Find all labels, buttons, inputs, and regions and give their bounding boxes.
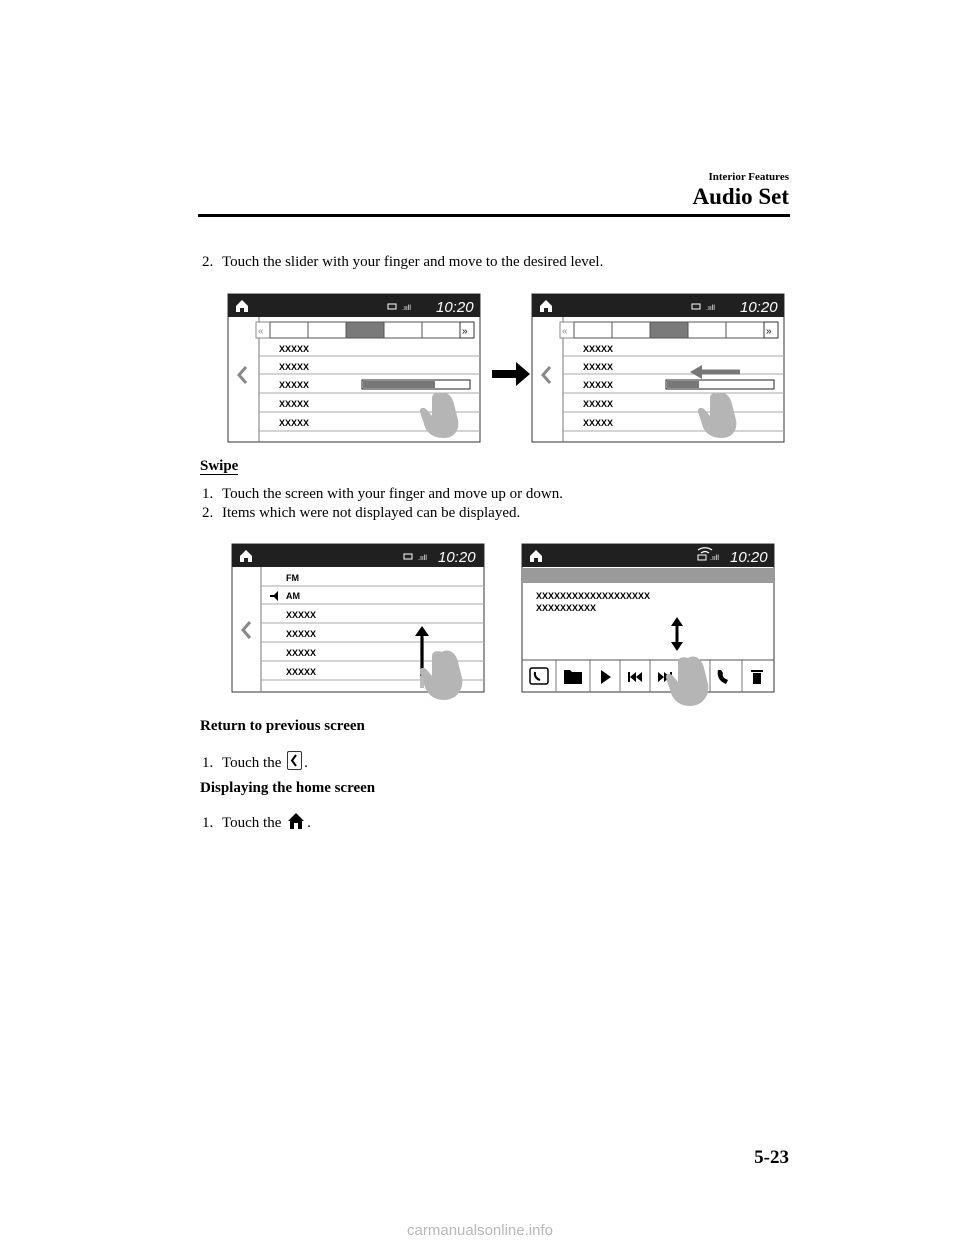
svg-text:XXXXX: XXXXX: [279, 418, 310, 428]
slider-figure: [226, 292, 786, 444]
watermark: carmanualsonline.info: [407, 1222, 553, 1239]
source-list-screen: [232, 544, 484, 700]
home-icon: [287, 812, 305, 830]
svg-text:XXXXXXXXXX: XXXXXXXXXX: [536, 603, 597, 613]
svg-text:AM: AM: [286, 591, 300, 601]
svg-text:.ııll: .ııll: [402, 305, 411, 312]
svg-text:XXXXX: XXXXX: [583, 399, 614, 409]
arrow-right-icon: [492, 362, 530, 386]
svg-text:XXXXX: XXXXX: [279, 362, 310, 372]
svg-text:10:20: 10:20: [740, 299, 778, 316]
level-slider[interactable]: [362, 380, 470, 389]
svg-text:.ııll: .ııll: [418, 555, 427, 562]
svg-text:XXXXX: XXXXX: [279, 380, 310, 390]
swipe-step-2: 2. Items which were not displayed can be displayed.: [202, 505, 521, 521]
slider-step: 2. Touch the slider with your finger and move to the desired level.: [202, 254, 604, 270]
section-title: Audio Set: [692, 184, 789, 209]
back-chevron-icon: [287, 751, 302, 770]
svg-text:XXXXX: XXXXX: [279, 344, 310, 354]
swipe-heading: Swipe: [200, 458, 239, 474]
svg-text:«: «: [258, 326, 264, 337]
svg-text:10:20: 10:20: [438, 549, 476, 566]
svg-text:«: «: [562, 326, 568, 337]
tab-bar[interactable]: [256, 322, 474, 338]
svg-text:XXXXX: XXXXX: [286, 648, 317, 658]
svg-text:XXXXX: XXXXX: [583, 418, 614, 428]
svg-text:XXXXXXXXXXXXXXXXXXX: XXXXXXXXXXXXXXXXXXX: [536, 591, 651, 601]
section-label: Interior Features: [708, 171, 789, 183]
svg-text:.ııll: .ııll: [706, 305, 715, 312]
svg-text:XXXXX: XXXXX: [279, 399, 310, 409]
svg-text:»: »: [462, 326, 468, 337]
level-slider[interactable]: [666, 380, 774, 389]
page-number: 5-23: [754, 1147, 789, 1168]
return-heading: Return to previous screen: [200, 718, 365, 734]
svg-text:FM: FM: [286, 573, 299, 583]
svg-text:XXXXX: XXXXX: [583, 362, 614, 372]
swipe-step-1: 1. Touch the screen with your finger and move up or down.: [202, 486, 563, 502]
home-heading: Displaying the home screen: [200, 780, 376, 796]
slider-screen-before: [228, 294, 480, 442]
svg-text:.ııll: .ııll: [710, 555, 719, 562]
slider-screen-after: [532, 294, 784, 442]
return-step: 1. Touch the .: [202, 751, 308, 772]
svg-text:10:20: 10:20: [436, 299, 474, 316]
svg-text:10:20: 10:20: [730, 549, 768, 566]
home-step: 1. Touch the .: [202, 812, 311, 832]
folder-icon[interactable]: [564, 670, 582, 684]
svg-text:XXXXX: XXXXX: [583, 380, 614, 390]
tab-bar[interactable]: [560, 322, 778, 338]
svg-text:XXXXX: XXXXX: [286, 610, 317, 620]
player-screen: [522, 544, 774, 706]
swipe-figure: [230, 542, 790, 708]
svg-text:XXXXX: XXXXX: [286, 629, 317, 639]
header-rule: [198, 214, 790, 217]
svg-text:»: »: [766, 326, 772, 337]
track-header-bar: [522, 568, 774, 583]
svg-text:XXXXX: XXXXX: [583, 344, 614, 354]
svg-text:XXXXX: XXXXX: [286, 667, 317, 677]
